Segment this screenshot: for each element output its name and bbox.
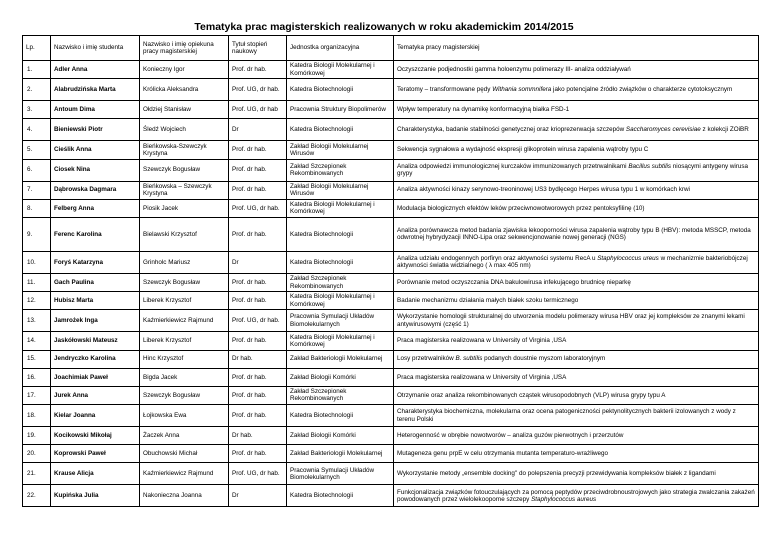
row-number: 16. [23,368,51,386]
row-number: 15. [23,350,51,368]
table-row [23,405,759,427]
row-number: 11. [23,273,51,291]
thesis-topic: Wykorzystanie metody „ensemble docking'' do polepszenia precyzji przewidywania kompleksów białek z ligandami [394,463,759,485]
table-row [23,199,759,217]
supervisor-name: Obuchowski Michał [140,445,229,463]
student-name: Alabrudzińska Marta [51,79,140,101]
table-row [23,119,759,141]
academic-degree: Prof. dr hab. [229,61,287,79]
thesis-topic: Modulacja biologicznych efektów leków przeciwnowotworowych przez pentoksyfilinę (10) [394,199,759,217]
row-number: 10. [23,251,51,273]
table-row [23,181,759,199]
academic-degree: Prof. dr hab. [229,405,287,427]
row-number: 4. [23,119,51,141]
thesis-topic: Wykorzystanie homologii strukturalnej do utworzenia modelu polimerazy wirusa HBV oraz jej kompleksów ze znanymi lekami antywirusowymi (część 1) [394,310,759,332]
organizational-unit: Katedra Biotechnologii [287,485,394,507]
thesis-topic: Sekwencja sygnałowa a wydajność ekspresji glikoprotein wirusa zapalenia wątroby typu C [394,141,759,159]
student-name: Cieślik Anna [51,141,140,159]
academic-degree: Prof. dr hab. [229,273,287,291]
supervisor-name: Bigda Jacek [140,368,229,386]
table-row [23,141,759,159]
table-row [23,368,759,386]
thesis-topic: Charakterystyka biochemiczna, molekularna oraz ocena patogeniczności pektynolitycznych bakterii izolowanych z wody z terenu Polski [394,405,759,427]
header-student: Nazwisko i imię studenta [51,36,140,61]
supervisor-name: Liberek Krzysztof [140,332,229,350]
student-name: Jaskółowski Mateusz [51,332,140,350]
academic-degree: Dr [229,119,287,141]
organizational-unit: Katedra Biotechnologii [287,119,394,141]
academic-degree: Prof. UG, dr hab. [229,79,287,101]
organizational-unit: Katedra Biologii Molekularnej i Komórkowej [287,332,394,350]
organizational-unit: Zakład Biologii Komórki [287,368,394,386]
organizational-unit: Zakład Biologii Molekularnej Wirusów [287,141,394,159]
organizational-unit: Pracownia Symulacji Układów Biomolekularnych [287,463,394,485]
table-row [23,463,759,485]
thesis-topic: Analiza porównawcza metod badania zjawiska lekooporności wirusa zapalenia wątroby typu B (HBV): metoda MSSCP, metoda odwrotnej hybrydyzacji INNO-Lipa oraz sekwencjonowanie nowej generacji (NGS) [394,217,759,251]
academic-degree: Prof. dr hab. [229,386,287,404]
row-number: 9. [23,217,51,251]
row-number: 12. [23,292,51,310]
table-body [23,61,759,507]
table-row [23,79,759,101]
student-name: Gach Paulina [51,273,140,291]
row-number: 8. [23,199,51,217]
academic-degree: Prof. UG, dr hab. [229,199,287,217]
student-name: Adler Anna [51,61,140,79]
student-name: Ciosek Nina [51,159,140,181]
row-number: 19. [23,427,51,445]
academic-degree: Prof. dr hab. [229,332,287,350]
table-row [23,445,759,463]
table-row [23,101,759,119]
organizational-unit: Zakład Szczepionek Rekombinowanych [287,159,394,181]
supervisor-name: Bielawski Krzysztof [140,217,229,251]
table-row [23,310,759,332]
header-degree: Tytuł stopień naukowy [229,36,287,61]
supervisor-name: Żaczek Anna [140,427,229,445]
student-name: Krause Alicja [51,463,140,485]
student-name: Kocikowski Mikołaj [51,427,140,445]
academic-degree: Prof. dr hab. [229,159,287,181]
student-name: Dąbrowska Dagmara [51,181,140,199]
academic-degree: Prof. UG, dr hab. [229,463,287,485]
student-name: Kupińska Julia [51,485,140,507]
thesis-topic: Oczyszczanie podjednostki gamma holoenzymu polimerazy III- analiza oddziaływań [394,61,759,79]
table-row [23,386,759,404]
organizational-unit: Zakład Bakteriologii Molekularnej [287,445,394,463]
supervisor-name: Bieńkowska-Szewczyk Krystyna [140,141,229,159]
student-name: Felberg Anna [51,199,140,217]
row-number: 7. [23,181,51,199]
academic-degree: Prof. dr hab. [229,445,287,463]
thesis-topic: Praca magisterska realizowana w University of Virginia ,USA [394,332,759,350]
student-name: Hubisz Marta [51,292,140,310]
header-unit: Jednostka organizacyjna [287,36,394,61]
organizational-unit: Zakład Biologii Komórki [287,427,394,445]
organizational-unit: Katedra Biotechnologii [287,251,394,273]
table-row [23,251,759,273]
academic-degree: Dr [229,251,287,273]
thesis-topic: Heterogenność w obrębie nowotworów – analiza guzów pierwotnych i przerzutów [394,427,759,445]
academic-degree: Prof. dr hab. [229,217,287,251]
row-number: 6. [23,159,51,181]
table-header-row [23,36,759,61]
student-name: Kielar Joanna [51,405,140,427]
page-title: Tematyka prac magisterskich realizowanych w roku akademickim 2014/2015 [194,21,574,33]
student-name: Ferenc Karolina [51,217,140,251]
academic-degree: Prof. dr hab. [229,292,287,310]
supervisor-name: Szewczyk Bogusław [140,386,229,404]
row-number: 2. [23,79,51,101]
thesis-topic: Praca magisterska realizowana w University of Virginia ,USA [394,368,759,386]
supervisor-name: Śledź Wojciech [140,119,229,141]
academic-degree: Prof. UG, dr hab [229,101,287,119]
supervisor-name: Grinholc Mariusz [140,251,229,273]
thesis-topic: Teratomy – transformowane pędy Withania sommnifera jako potencjalne źródło związków o charakterze cytotoksycznym [394,79,759,101]
academic-degree: Dr [229,485,287,507]
organizational-unit: Katedra Biologii Molekularnej i Komórkowej [287,199,394,217]
student-name: Bieniewski Piotr [51,119,140,141]
student-name: Jamrożek Inga [51,310,140,332]
thesis-topic: Wpływ temperatury na dynamikę konformacyjną białka FSD-1 [394,101,759,119]
thesis-topic: Otrzymanie oraz analiza rekombinowanych cząstek wirusopodobnych (VLP) wirusa grypy typu A [394,386,759,404]
thesis-topic: Losy przetrwalników B. subtilis podanych doustnie myszom laboratoryjnym [394,350,759,368]
table-row [23,61,759,79]
supervisor-name: Szewczyk Bogusław [140,159,229,181]
table-row [23,350,759,368]
academic-degree: Prof. dr hab. [229,141,287,159]
student-name: Joachimiak Paweł [51,368,140,386]
row-number: 18. [23,405,51,427]
thesis-topic: Mutageneza genu prpE w celu otrzymania mutanta temperaturo-wrażliwego [394,445,759,463]
row-number: 3. [23,101,51,119]
organizational-unit: Katedra Biologii Molekularnej i Komórkowej [287,61,394,79]
academic-degree: Prof. UG, dr hab. [229,310,287,332]
supervisor-name: Królicka Aleksandra [140,79,229,101]
organizational-unit: Zakład Biologii Molekularnej Wirusów [287,181,394,199]
supervisor-name: Konieczny Igor [140,61,229,79]
organizational-unit: Zakład Szczepionek Rekombinowanych [287,273,394,291]
row-number: 17. [23,386,51,404]
academic-degree: Dr hab. [229,427,287,445]
thesis-topic: Analiza udziału endogennych porfiryn oraz aktywności systemu RecA u Staphylococcus ureus w mechanizmie bakteriobójczej aktywności światła widzialnego ( λ max 405 nm) [394,251,759,273]
supervisor-name: Łojkowska Ewa [140,405,229,427]
thesis-topic: Charakterystyka, badanie stabilności genetycznej oraz krioprezerwacja szczepów Saccharomyces cerevisiae z kolekcji ZOiBR [394,119,759,141]
row-number: 1. [23,61,51,79]
organizational-unit: Zakład Szczepionek Rekombinowanych [287,386,394,404]
supervisor-name: Szewczyk Bogusław [140,273,229,291]
thesis-topic: Funkcjonalizacja związków fotouczulających za pomocą peptydów przeciwdrobnoustrojowych jako strategia zwalczania zakażeń powodowanych przez wielolekooporne szczepy Staphylococcus aureus [394,485,759,507]
supervisor-name: Nakonieczna Joanna [140,485,229,507]
row-number: 5. [23,141,51,159]
organizational-unit: Katedra Biologii Molekularnej i Komórkowej [287,292,394,310]
academic-degree: Prof. dr hab. [229,368,287,386]
supervisor-name: Kaźmierkiewicz Rajmund [140,463,229,485]
row-number: 14. [23,332,51,350]
organizational-unit: Pracownia Symulacji Układów Biomolekularnych [287,310,394,332]
student-name: Jurek Anna [51,386,140,404]
student-name: Koprowski Paweł [51,445,140,463]
table-row [23,427,759,445]
student-name: Jendryczko Karolina [51,350,140,368]
thesis-topic: Analiza aktywności kinazy serynowo-treoninowej US3 bydlęcego Herpes wirusa typu 1 w komórkach krwi [394,181,759,199]
theses-table [22,35,759,507]
header-supervisor: Nazwisko i imię opiekuna pracy magisterskiej [140,36,229,61]
thesis-topic: Porównanie metod oczyszczania DNA bakulowirusa infekującego brudnicę nieparkę [394,273,759,291]
table-row [23,332,759,350]
thesis-topic: Badanie mechanizmu działania małych białek szoku termicznego [394,292,759,310]
organizational-unit: Pracownia Struktury Biopolimerów [287,101,394,119]
table-row [23,217,759,251]
header-topic: Tematyka pracy magisterskiej [394,36,759,61]
supervisor-name: Hinc Krzysztof [140,350,229,368]
academic-degree: Prof. dr hab. [229,181,287,199]
organizational-unit: Katedra Biotechnologii [287,405,394,427]
student-name: Foryś Katarzyna [51,251,140,273]
thesis-topic: Analiza odpowiedzi immunologicznej kurczaków immunizowanych przetrwalnikami Bacillus subtilis niosącymi antygeny wirusa grypy [394,159,759,181]
row-number: 20. [23,445,51,463]
organizational-unit: Zakład Bakteriologii Molekularnej [287,350,394,368]
organizational-unit: Katedra Biotechnologii [287,217,394,251]
academic-degree: Dr hab. [229,350,287,368]
supervisor-name: Kaźmierkiewicz Rajmund [140,310,229,332]
header-lp: Lp. [23,36,51,61]
row-number: 13. [23,310,51,332]
supervisor-name: Bieńkowska – Szewczyk Krystyna [140,181,229,199]
table-row [23,485,759,507]
table-row [23,292,759,310]
table-row [23,159,759,181]
supervisor-name: Liberek Krzysztof [140,292,229,310]
row-number: 21. [23,463,51,485]
supervisor-name: Piosik Jacek [140,199,229,217]
student-name: Antoum Dima [51,101,140,119]
supervisor-name: Ołdziej Stanisław [140,101,229,119]
table-row [23,273,759,291]
row-number: 22. [23,485,51,507]
organizational-unit: Katedra Biotechnologii [287,79,394,101]
